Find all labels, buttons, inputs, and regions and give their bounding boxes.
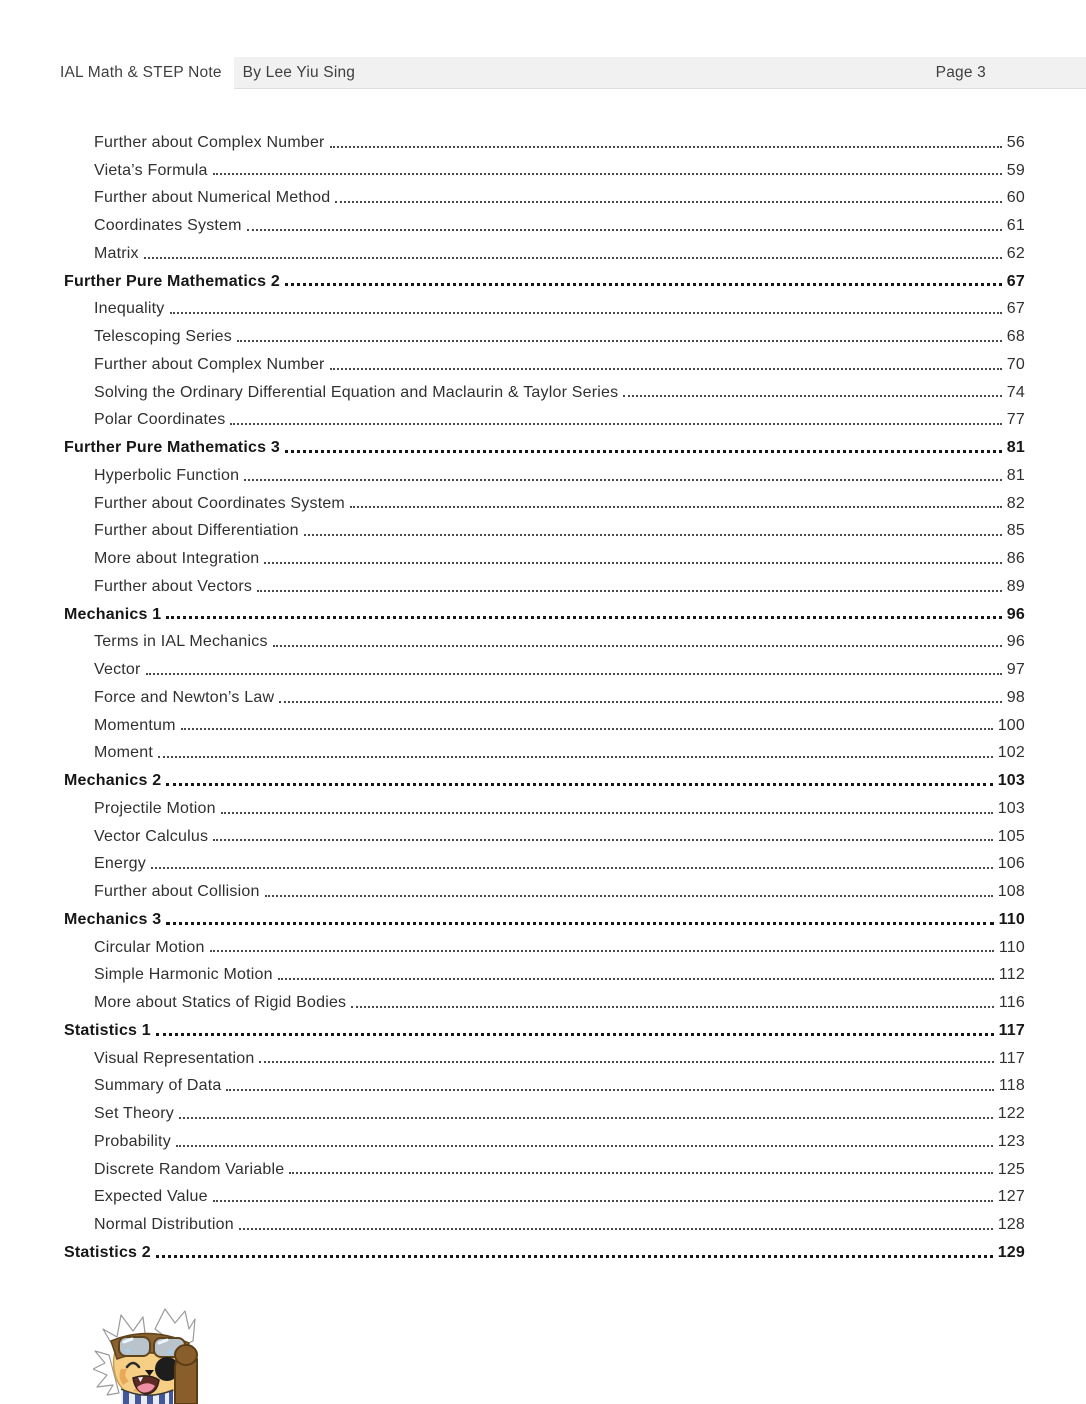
toc-entry-page: 122 [997,1105,1025,1123]
toc-entry-page: 103 [997,772,1025,790]
dot-leader [165,601,1002,629]
toc-entry-page: 96 [1006,633,1025,651]
page-header [0,0,1086,89]
header-strip [234,57,1086,89]
toc-entry-page: 112 [998,966,1025,984]
dot-leader [284,434,1003,462]
dot-leader [169,296,1003,324]
dot-leader [288,1156,993,1184]
toc-entry-label: Solving the Ordinary Differential Equation and Maclaurin & Taylor Series [94,383,619,401]
toc-entry-page: 117 [998,1021,1025,1039]
toc-entry-label: Summary of Data [94,1077,222,1095]
toc-entry-label: Hyperbolic Function [94,466,240,484]
toc-section-entry[interactable] [64,268,1025,296]
dot-leader [145,656,1003,684]
toc-entry-page: 105 [997,827,1025,845]
toc-entry[interactable] [64,1156,1025,1184]
toc-entry[interactable] [64,323,1025,351]
toc-section-entry[interactable] [64,906,1025,934]
toc-entry-page: 108 [997,883,1025,901]
toc-entry-label: Further about Complex Number [94,355,325,373]
dot-leader [622,379,1002,407]
toc-entry[interactable] [64,1211,1025,1239]
toc-entry-label: Mechanics 1 [64,605,162,623]
toc-entry-page: 118 [998,1077,1025,1095]
toc-entry-page: 127 [997,1188,1025,1206]
toc-section-entry[interactable] [64,1017,1025,1045]
toc-entry-label: Vieta’s Formula [94,161,208,179]
dot-leader [329,129,1003,157]
dot-leader [278,684,1003,712]
toc-entry-label: Circular Motion [94,938,205,956]
document-title: IAL Math & STEP Note [0,57,234,89]
toc-entry[interactable] [64,1128,1025,1156]
toc-entry-page: 56 [1006,133,1025,151]
toc-entry-page: 110 [998,910,1025,928]
toc-entry[interactable] [64,379,1025,407]
toc-entry-label: Energy [94,855,146,873]
dot-leader [264,878,994,906]
toc-entry-label: Simple Harmonic Motion [94,966,273,984]
dot-leader [329,351,1003,379]
toc-entry-label: Momentum [94,716,176,734]
dot-leader [258,1045,994,1073]
toc-entry-label: Probability [94,1132,171,1150]
dot-leader [165,906,994,934]
toc-entry-page: 96 [1006,605,1025,623]
toc-entry-page: 81 [1006,439,1025,457]
toc-section-entry[interactable] [64,767,1025,795]
toc-entry[interactable] [64,518,1025,546]
toc-entry[interactable] [64,407,1025,435]
header-row [0,57,1086,89]
dot-leader [157,740,994,768]
toc-entry-label: Moment [94,744,153,762]
toc-entry-label: Polar Coordinates [94,411,226,429]
toc-entry-page: 86 [1006,550,1025,568]
dot-leader [349,490,1003,518]
dot-leader [212,157,1003,185]
toc-entry[interactable] [64,573,1025,601]
toc-entry-page: 60 [1006,189,1025,207]
dot-leader [175,1128,994,1156]
toc-entry-page: 81 [1006,466,1025,484]
toc-entry-page: 97 [1006,661,1025,679]
dot-leader [212,823,994,851]
page-number-label: Page 3 [935,63,986,81]
toc-entry[interactable] [64,351,1025,379]
dot-leader [212,1184,994,1212]
toc-entry[interactable] [64,296,1025,324]
toc-entry-page: 125 [997,1160,1025,1178]
toc-entry-page: 89 [1006,577,1025,595]
dot-leader [334,185,1002,213]
toc-entry-page: 123 [997,1132,1025,1150]
toc-entry-page: 100 [997,716,1025,734]
dot-leader [238,1211,994,1239]
dot-leader [263,545,1002,573]
toc-entry-page: 102 [997,744,1025,762]
dot-leader [284,268,1003,296]
toc-entry-page: 85 [1006,522,1025,540]
toc-entry[interactable] [64,851,1025,879]
table-of-contents [64,129,1025,1267]
dot-leader [225,1073,994,1101]
toc-entry-page: 110 [998,938,1025,956]
toc-entry[interactable] [64,129,1025,157]
toc-entry-page: 62 [1006,244,1025,262]
toc-entry[interactable] [64,823,1025,851]
dot-leader [180,712,994,740]
toc-entry[interactable] [64,1045,1025,1073]
document-author: By Lee Yiu Sing [242,63,356,81]
toc-entry[interactable] [64,740,1025,768]
dot-leader [155,1017,995,1045]
toc-entry-page: 117 [998,1049,1025,1067]
toc-entry[interactable] [64,684,1025,712]
toc-entry[interactable] [64,185,1025,213]
toc-entry[interactable] [64,212,1025,240]
dot-leader [243,462,1003,490]
dot-leader [229,407,1002,435]
toc-entry[interactable] [64,1073,1025,1101]
toc-entry-label: Mechanics 2 [64,772,162,790]
dot-leader [150,851,994,879]
toc-entry-label: Telescoping Series [94,328,232,346]
toc-entry-page: 67 [1006,300,1025,318]
toc-entry-page: 106 [997,855,1025,873]
toc-entry-label: Vector Calculus [94,827,209,845]
dot-leader [143,240,1003,268]
toc-entry[interactable] [64,712,1025,740]
dot-leader [277,962,995,990]
toc-entry[interactable] [64,989,1025,1017]
toc-entry-label: Coordinates System [94,217,242,235]
toc-entry-label: Further Pure Mathematics 3 [64,439,280,457]
toc-entry-label: More about Integration [94,550,260,568]
toc-entry-label: Mechanics 3 [64,910,162,928]
toc-entry[interactable] [64,656,1025,684]
mascot-image [93,1307,207,1404]
toc-entry[interactable] [64,962,1025,990]
toc-entry-page: 68 [1006,328,1025,346]
dot-leader [256,573,1003,601]
dot-leader [303,518,1003,546]
dot-leader [350,989,995,1017]
toc-section-entry[interactable] [64,1239,1025,1267]
dot-leader [236,323,1003,351]
dot-leader [155,1239,994,1267]
toc-entry-page: 70 [1006,355,1025,373]
toc-entry[interactable] [64,795,1025,823]
toc-entry-label: Further Pure Mathematics 2 [64,272,280,290]
toc-entry[interactable] [64,490,1025,518]
toc-entry-label: Further about Coordinates System [94,494,345,512]
toc-entry-page: 98 [1006,688,1025,706]
fox-mascot-icon [93,1307,207,1404]
toc-entry-label: Terms in IAL Mechanics [94,633,268,651]
toc-entry-label: Projectile Motion [94,799,216,817]
toc-entry-label: Further about Numerical Method [94,189,331,207]
toc-entry-label: Force and Newton’s Law [94,688,275,706]
toc-entry-label: Further about Differentiation [94,522,299,540]
toc-entry-page: 59 [1006,161,1025,179]
toc-entry-page: 61 [1006,217,1025,235]
toc-entry-page: 116 [998,994,1025,1012]
toc-entry-label: Visual Representation [94,1049,255,1067]
toc-entry-label: Statistics 1 [64,1021,151,1039]
toc-entry-page: 67 [1006,272,1025,290]
toc-entry-label: Expected Value [94,1188,208,1206]
toc-entry[interactable] [64,157,1025,185]
toc-entry[interactable] [64,1100,1025,1128]
toc-entry[interactable] [64,878,1025,906]
toc-entry-page: 74 [1006,383,1025,401]
toc-entry[interactable] [64,240,1025,268]
dot-leader [178,1100,994,1128]
toc-entry-label: Vector [94,661,141,679]
toc-entry-page: 103 [997,799,1025,817]
toc-entry-label: More about Statics of Rigid Bodies [94,994,347,1012]
toc-entry-label: Discrete Random Variable [94,1160,285,1178]
toc-entry[interactable] [64,934,1025,962]
toc-entry-page: 128 [997,1216,1025,1234]
toc-section-entry[interactable] [64,601,1025,629]
toc-entry[interactable] [64,629,1025,657]
dot-leader [209,934,995,962]
toc-entry-page: 77 [1006,411,1025,429]
toc-entry-label: Further about Vectors [94,577,253,595]
toc-entry-page: 82 [1006,494,1025,512]
toc-entry[interactable] [64,462,1025,490]
dot-leader [220,795,994,823]
dot-leader [246,212,1003,240]
toc-section-entry[interactable] [64,434,1025,462]
toc-entry-page: 129 [997,1243,1025,1261]
toc-entry-label: Matrix [94,244,139,262]
toc-entry-label: Further about Collision [94,883,260,901]
toc-entry-label: Further about Complex Number [94,133,325,151]
dot-leader [272,629,1003,657]
toc-entry-label: Inequality [94,300,165,318]
toc-entry[interactable] [64,1184,1025,1212]
toc-entry[interactable] [64,545,1025,573]
toc-entry-label: Set Theory [94,1105,174,1123]
dot-leader [165,767,993,795]
toc-entry-label: Normal Distribution [94,1216,234,1234]
toc-entry-label: Statistics 2 [64,1243,151,1261]
